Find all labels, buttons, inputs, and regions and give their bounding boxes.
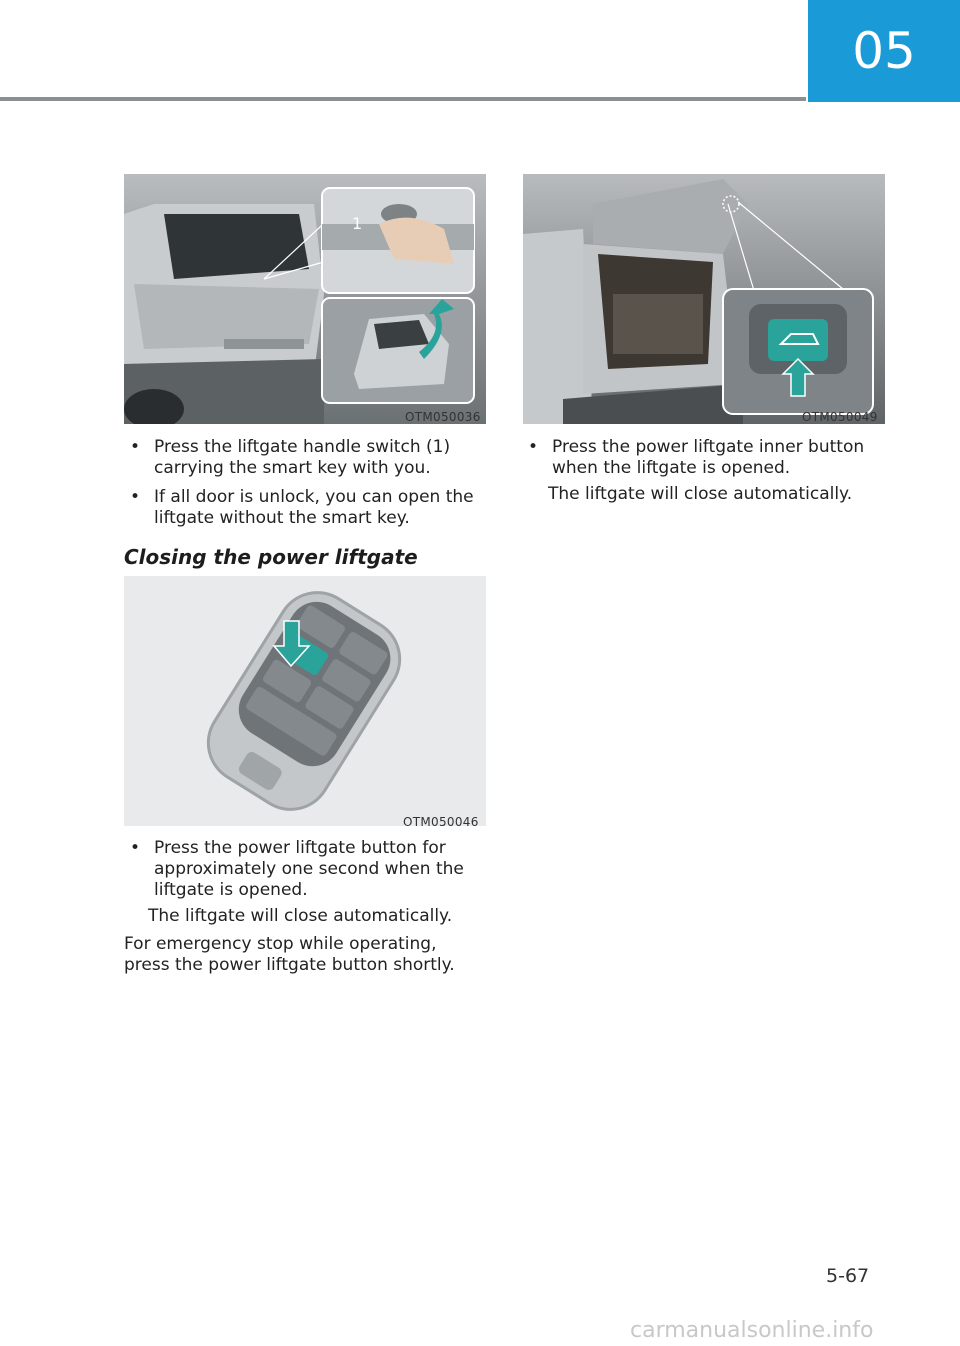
list-item-text: Press the power liftgate button for approximately one second when the liftgate is opened.	[154, 838, 464, 900]
figure-liftgate-handle	[124, 174, 486, 424]
chapter-number: 05	[852, 22, 916, 80]
figure-inner-button	[523, 174, 885, 424]
list-item	[528, 437, 888, 481]
result-text: The liftgate will close automatically.	[548, 484, 853, 504]
result-text: The liftgate will close automatically.	[148, 906, 453, 926]
list-item-text: If all door is unlock, you can open the liftgate without the smart key.	[154, 487, 474, 528]
list-item-text: Press the liftgate handle switch (1) carrying the smart key with you.	[154, 437, 451, 478]
handle-switch-callout: 1	[352, 214, 363, 233]
section-heading: Closing the power liftgate	[124, 545, 418, 569]
list-item	[130, 838, 490, 904]
figure-code: OTM050036	[405, 410, 481, 424]
figure-code: OTM050049	[802, 410, 878, 424]
list-item	[130, 437, 490, 481]
figure-smart-key	[124, 576, 486, 826]
watermark: carmanualsonline.info	[630, 1318, 874, 1343]
bullet-icon: •	[130, 437, 141, 457]
header-rule	[0, 97, 806, 101]
chapter-tab	[808, 0, 960, 102]
bullet-icon: •	[528, 437, 539, 457]
figure-code: OTM050046	[403, 815, 479, 829]
bullet-icon: •	[130, 838, 141, 858]
list-item	[130, 487, 490, 531]
bullet-icon: •	[130, 487, 141, 507]
emergency-note: For emergency stop while operating, press the power liftgate button shortly.	[124, 934, 455, 975]
list-item-text: Press the power liftgate inner button when the liftgate is opened.	[552, 437, 865, 478]
page-number: 5-67	[826, 1265, 870, 1287]
